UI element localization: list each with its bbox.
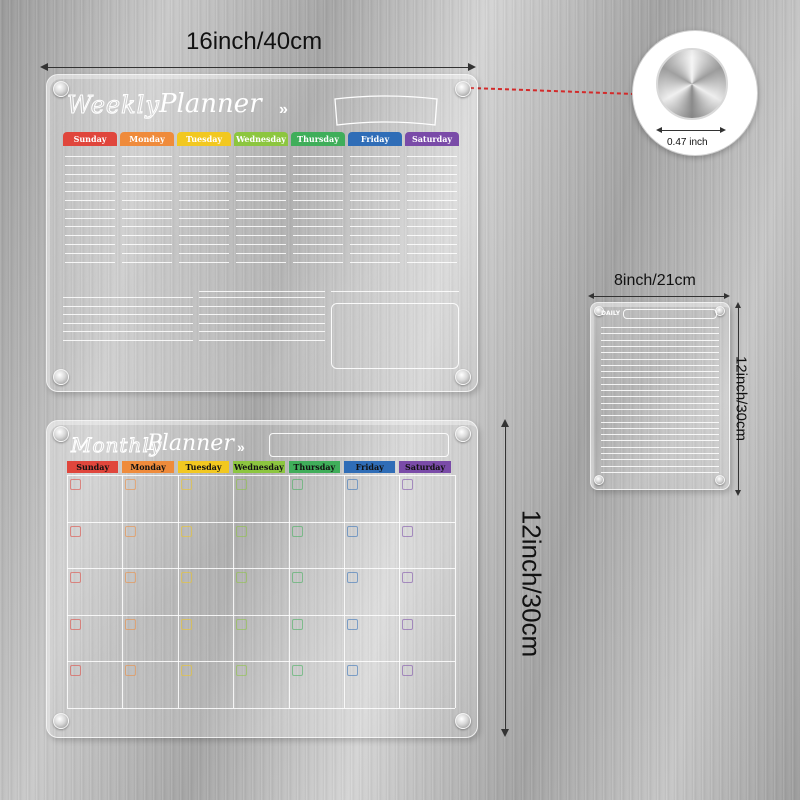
calendar-date-box <box>125 526 136 537</box>
weekly-write-line <box>407 191 457 192</box>
weekly-write-line <box>236 200 286 201</box>
weekly-write-line <box>407 218 457 219</box>
weekly-write-line <box>236 165 286 166</box>
weekly-write-line <box>350 191 400 192</box>
weekly-write-line <box>122 182 172 183</box>
calendar-date-box <box>125 572 136 583</box>
weekly-write-line <box>293 226 343 227</box>
screw-icon <box>455 713 471 729</box>
calendar-row-line <box>67 475 455 476</box>
weekly-write-line <box>407 174 457 175</box>
monthly-title-script: Planner <box>147 431 234 456</box>
weekly-write-line <box>179 209 229 210</box>
weekly-write-line <box>122 218 172 219</box>
weekly-write-line <box>122 253 172 254</box>
weekly-write-line <box>407 235 457 236</box>
notes-line <box>199 306 325 307</box>
weekly-write-line <box>122 174 172 175</box>
weekly-write-line <box>407 262 457 263</box>
weekly-write-line <box>293 182 343 183</box>
calendar-date-box <box>347 619 358 630</box>
daily-write-line <box>601 440 719 441</box>
dimension-arrow-right-icon <box>724 293 730 299</box>
dimension-arrow-up-icon <box>501 419 509 427</box>
daily-write-line <box>601 428 719 429</box>
magnet-arrow-right-icon <box>720 127 726 133</box>
screw-icon <box>455 369 471 385</box>
weekly-write-line <box>293 209 343 210</box>
weekly-width-dimension-line <box>46 67 470 68</box>
calendar-date-box <box>292 479 303 490</box>
monthly-day-tab: Wednesday <box>233 462 284 472</box>
weekly-write-line <box>236 262 286 263</box>
calendar-date-box <box>70 572 81 583</box>
notes-line <box>63 306 193 307</box>
magnet-diameter-arrow-line <box>660 130 722 131</box>
weekly-write-line <box>350 182 400 183</box>
monthly-day-tab: Tuesday <box>178 461 229 473</box>
dimension-arrow-down-icon <box>501 729 509 737</box>
calendar-date-box <box>70 619 81 630</box>
weekly-write-line <box>65 200 115 201</box>
daily-width-label: 8inch/21cm <box>614 272 696 289</box>
monthly-day-tab: Sunday <box>67 461 118 473</box>
calendar-date-box <box>347 665 358 676</box>
calendar-row-line <box>67 568 455 569</box>
weekly-title-script: Planner <box>159 89 262 119</box>
screw-icon <box>53 426 69 442</box>
screw-icon <box>53 713 69 729</box>
monthly-title-outline: Monthly <box>71 433 163 457</box>
monthly-day-tab: Thursday <box>289 461 340 473</box>
weekly-write-line <box>65 244 115 245</box>
weekly-write-line <box>236 156 286 157</box>
weekly-title-outline: Weekly <box>67 91 160 119</box>
calendar-col-line <box>455 475 456 708</box>
weekly-write-line <box>350 262 400 263</box>
daily-write-line <box>601 346 719 347</box>
weekly-write-line <box>236 182 286 183</box>
weekly-write-line <box>122 244 172 245</box>
calendar-date-box <box>292 619 303 630</box>
daily-write-line <box>601 371 719 372</box>
daily-write-line <box>601 459 719 460</box>
weekly-write-line <box>179 165 229 166</box>
calendar-date-box <box>292 665 303 676</box>
monthly-planner-board <box>46 420 478 738</box>
notes-line <box>63 340 193 341</box>
weekly-write-line <box>179 253 229 254</box>
weekly-write-line <box>122 165 172 166</box>
calendar-date-box <box>181 665 192 676</box>
calendar-col-line <box>399 475 400 708</box>
weekly-write-line <box>236 226 286 227</box>
weekly-write-line <box>122 200 172 201</box>
weekly-planner-board <box>46 74 478 392</box>
calendar-date-box <box>402 572 413 583</box>
weekly-write-line <box>407 182 457 183</box>
calendar-date-box <box>402 526 413 537</box>
calendar-date-box <box>292 572 303 583</box>
weekly-write-line <box>122 262 172 263</box>
notes-line <box>63 314 193 315</box>
daily-write-line <box>601 415 719 416</box>
weekly-write-line <box>65 235 115 236</box>
weekly-write-line <box>122 209 172 210</box>
weekly-write-line <box>65 209 115 210</box>
weekly-write-line <box>350 165 400 166</box>
weekly-write-line <box>293 200 343 201</box>
calendar-date-box <box>125 479 136 490</box>
calendar-date-box <box>236 526 247 537</box>
daily-write-line <box>601 340 719 341</box>
calendar-date-box <box>236 665 247 676</box>
notes-line <box>199 323 325 324</box>
daily-write-line <box>601 390 719 391</box>
weekly-write-line <box>407 226 457 227</box>
weekly-write-line <box>65 218 115 219</box>
weekly-write-line <box>407 200 457 201</box>
weekly-write-line <box>122 191 172 192</box>
calendar-date-box <box>70 479 81 490</box>
calendar-col-line <box>344 475 345 708</box>
calendar-date-box <box>347 479 358 490</box>
daily-write-line <box>601 333 719 334</box>
weekly-write-line <box>65 253 115 254</box>
daily-write-line <box>601 422 719 423</box>
daily-write-line <box>601 327 719 328</box>
weekly-write-line <box>122 156 172 157</box>
weekly-write-line <box>350 174 400 175</box>
weekly-write-line <box>179 226 229 227</box>
dimension-arrow-down-icon <box>735 490 741 496</box>
weekly-write-line <box>236 244 286 245</box>
weekly-write-line <box>65 226 115 227</box>
calendar-date-box <box>347 526 358 537</box>
calendar-date-box <box>402 479 413 490</box>
monthly-day-tab: Friday <box>344 461 395 473</box>
daily-write-line <box>601 365 719 366</box>
weekly-write-line <box>407 165 457 166</box>
daily-write-line <box>601 403 719 404</box>
calendar-date-box <box>236 479 247 490</box>
daily-write-line <box>601 384 719 385</box>
monthly-day-tab: Saturday <box>399 461 450 473</box>
weekly-write-line <box>179 191 229 192</box>
daily-write-line <box>601 466 719 467</box>
notes-line <box>199 291 325 292</box>
weekly-write-line <box>293 191 343 192</box>
weekly-write-line <box>407 253 457 254</box>
notes-line <box>63 323 193 324</box>
weekly-write-line <box>293 253 343 254</box>
monthly-height-label: 12inch/30cm <box>516 509 547 658</box>
daily-width-dimension-line <box>592 296 726 297</box>
notes-box <box>331 303 459 369</box>
calendar-row-line <box>67 522 455 523</box>
weekly-day-tab: Thursday <box>291 132 345 146</box>
dimension-arrow-right-icon <box>468 63 476 71</box>
magnet-knob-icon <box>656 48 728 120</box>
chevron-right-icon: » <box>279 101 285 118</box>
weekly-name-banner <box>331 95 441 129</box>
weekly-write-line <box>293 156 343 157</box>
monthly-name-box <box>269 433 449 457</box>
weekly-day-tab: Sunday <box>63 132 117 146</box>
weekly-write-line <box>293 244 343 245</box>
calendar-col-line <box>233 475 234 708</box>
daily-write-line <box>601 352 719 353</box>
calendar-date-box <box>236 572 247 583</box>
daily-write-line <box>601 359 719 360</box>
daily-write-line <box>601 409 719 410</box>
daily-write-line <box>601 396 719 397</box>
weekly-write-line <box>293 165 343 166</box>
weekly-write-line <box>407 209 457 210</box>
magnet-leader-line <box>470 80 640 100</box>
dimension-arrow-left-icon <box>588 293 594 299</box>
weekly-day-tab: Wednesday <box>234 132 288 146</box>
screw-icon <box>455 426 471 442</box>
calendar-date-box <box>181 572 192 583</box>
notes-line <box>199 297 325 298</box>
monthly-day-tab: Monday <box>122 461 173 473</box>
weekly-write-line <box>350 235 400 236</box>
calendar-date-box <box>347 572 358 583</box>
weekly-write-line <box>65 165 115 166</box>
dimension-arrow-up-icon <box>735 302 741 308</box>
calendar-row-line <box>67 661 455 662</box>
calendar-col-line <box>289 475 290 708</box>
calendar-date-box <box>70 526 81 537</box>
weekly-write-line <box>350 218 400 219</box>
weekly-write-line <box>350 200 400 201</box>
notes-line <box>331 291 459 292</box>
weekly-write-line <box>293 235 343 236</box>
weekly-write-line <box>179 200 229 201</box>
daily-planner-board <box>590 302 730 490</box>
weekly-width-label: 16inch/40cm <box>186 28 323 55</box>
daily-write-line <box>601 377 719 378</box>
notes-line <box>63 331 193 332</box>
weekly-write-line <box>293 174 343 175</box>
weekly-write-line <box>179 182 229 183</box>
calendar-date-box <box>402 665 413 676</box>
weekly-write-line <box>122 235 172 236</box>
dimension-arrow-left-icon <box>40 63 48 71</box>
calendar-date-box <box>70 665 81 676</box>
daily-label: DAILY <box>601 310 621 317</box>
calendar-date-box <box>125 619 136 630</box>
daily-name-box <box>623 309 717 319</box>
weekly-day-tab: Monday <box>120 132 174 146</box>
weekly-write-line <box>179 244 229 245</box>
calendar-date-box <box>181 619 192 630</box>
weekly-write-line <box>65 174 115 175</box>
daily-write-line <box>601 472 719 473</box>
weekly-write-line <box>350 253 400 254</box>
weekly-write-line <box>236 218 286 219</box>
weekly-write-line <box>350 156 400 157</box>
weekly-write-line <box>236 191 286 192</box>
daily-write-line <box>601 447 719 448</box>
weekly-day-tab: Tuesday <box>177 132 231 146</box>
calendar-date-box <box>181 526 192 537</box>
weekly-write-line <box>407 156 457 157</box>
weekly-write-line <box>236 235 286 236</box>
notes-line <box>199 314 325 315</box>
calendar-date-box <box>402 619 413 630</box>
notes-line <box>63 297 193 298</box>
calendar-row-line <box>67 615 455 616</box>
weekly-write-line <box>293 218 343 219</box>
magnet-arrow-left-icon <box>656 127 662 133</box>
weekly-write-line <box>350 209 400 210</box>
screw-icon <box>455 81 471 97</box>
weekly-write-line <box>65 156 115 157</box>
weekly-write-line <box>407 244 457 245</box>
weekly-day-tab: Friday <box>348 132 402 146</box>
screw-icon <box>715 475 725 485</box>
calendar-date-box <box>125 665 136 676</box>
monthly-height-dimension-line <box>505 424 506 732</box>
calendar-col-line <box>178 475 179 708</box>
weekly-write-line <box>179 174 229 175</box>
weekly-write-line <box>65 182 115 183</box>
weekly-write-line <box>122 226 172 227</box>
weekly-write-line <box>350 226 400 227</box>
weekly-write-line <box>179 235 229 236</box>
weekly-write-line <box>236 209 286 210</box>
weekly-write-line <box>350 244 400 245</box>
weekly-write-line <box>179 156 229 157</box>
weekly-write-line <box>236 253 286 254</box>
calendar-date-box <box>292 526 303 537</box>
screw-icon <box>594 475 604 485</box>
daily-write-line <box>601 453 719 454</box>
chevron-right-icon: » <box>237 439 242 455</box>
calendar-date-box <box>236 619 247 630</box>
weekly-write-line <box>293 262 343 263</box>
weekly-write-line <box>236 174 286 175</box>
daily-write-line <box>601 434 719 435</box>
weekly-write-line <box>65 262 115 263</box>
notes-line <box>199 340 325 341</box>
weekly-write-line <box>179 218 229 219</box>
weekly-day-tab: Saturday <box>405 132 459 146</box>
calendar-col-line <box>122 475 123 708</box>
screw-icon <box>53 369 69 385</box>
weekly-write-line <box>65 191 115 192</box>
notes-line <box>199 331 325 332</box>
daily-height-label: 12inch/30cm <box>732 355 750 442</box>
calendar-col-line <box>67 475 68 708</box>
calendar-row-line <box>67 708 455 709</box>
weekly-write-line <box>179 262 229 263</box>
calendar-date-box <box>181 479 192 490</box>
magnet-diameter-label: 0.47 inch <box>667 137 708 148</box>
